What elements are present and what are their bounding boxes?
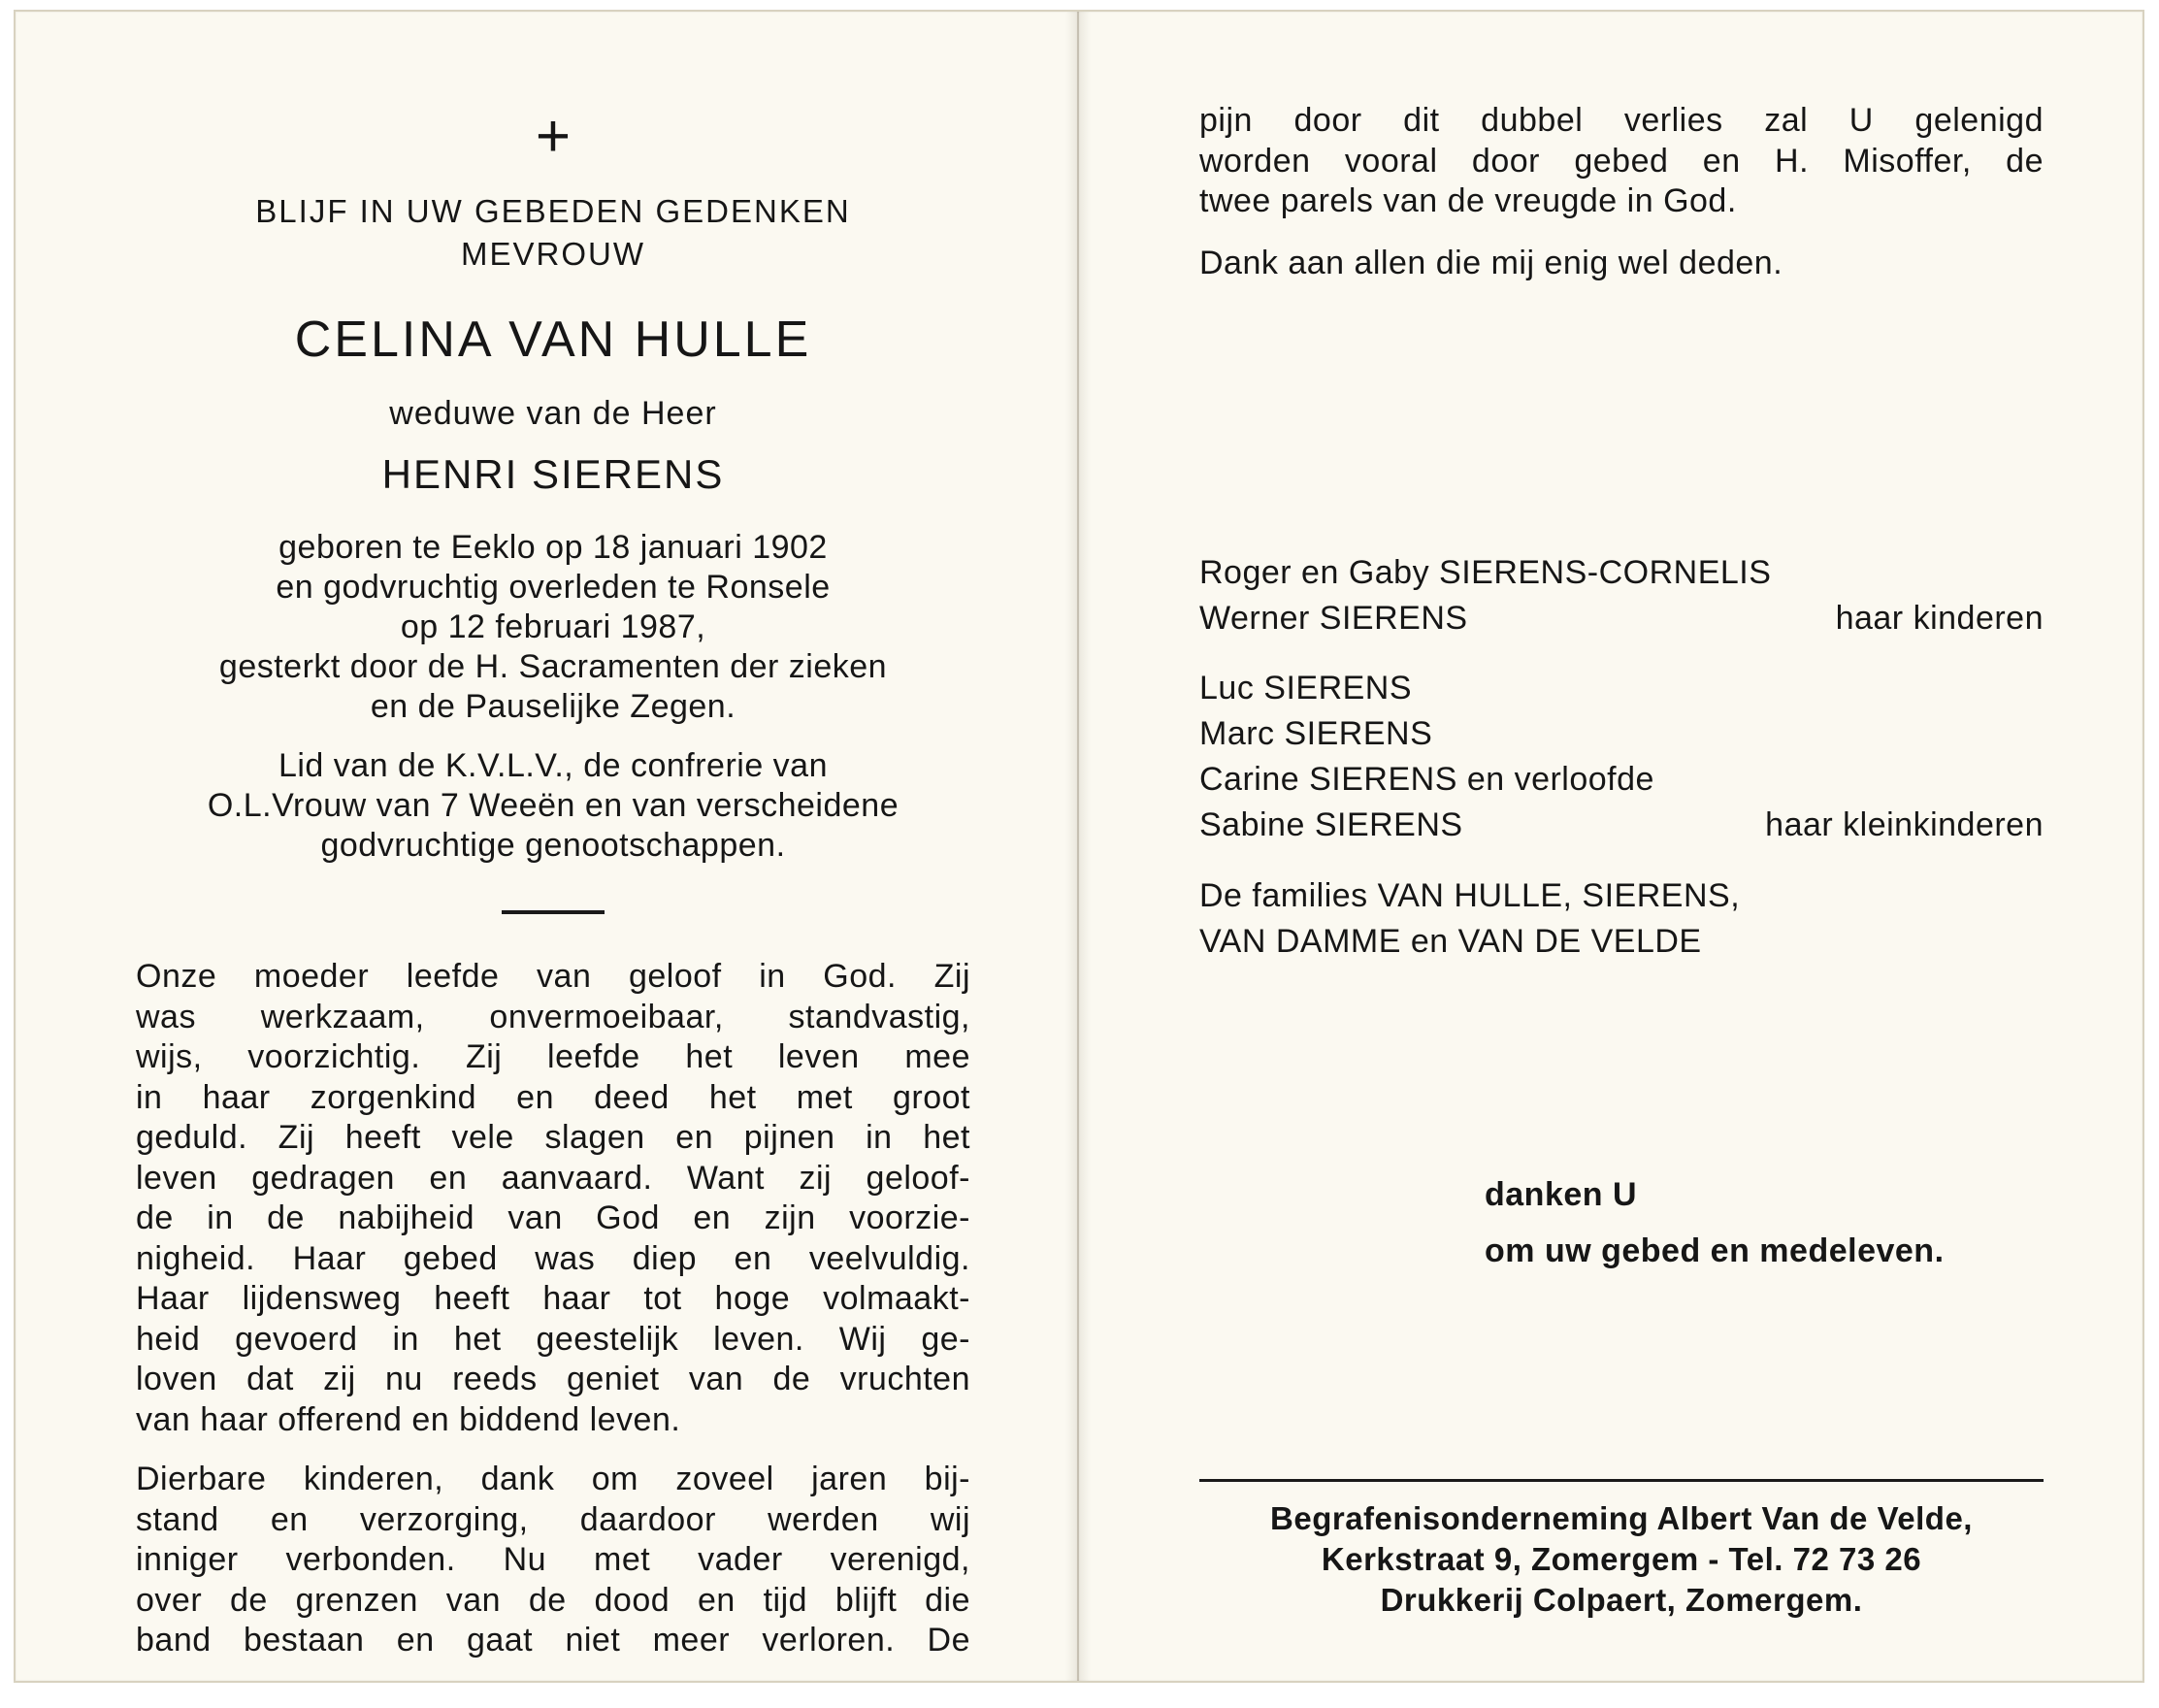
paragraph-line: twee parels van de vreugde in God. bbox=[1199, 182, 1737, 219]
family-row bbox=[1199, 803, 2044, 848]
cross-symbol: + bbox=[535, 103, 572, 170]
paragraph-line: de in de nabijheid van God en zijn voorzie- bbox=[136, 1199, 970, 1236]
grandchildren-block bbox=[1199, 666, 2044, 848]
widow-line: weduwe van de Heer bbox=[389, 395, 717, 432]
paragraph-line: pijn door dit dubbel verlies zal U gelenigd bbox=[1199, 102, 2044, 139]
family-name: Sabine SIERENS bbox=[1199, 806, 1463, 843]
right-panel bbox=[1199, 12, 2044, 1681]
membership-line: godvruchtige genootschappen. bbox=[320, 827, 786, 864]
tribute-paragraph-1 bbox=[136, 957, 970, 1440]
family-row bbox=[1199, 666, 2044, 711]
family-name: Marc SIERENS bbox=[1199, 715, 1433, 752]
family-name: Werner SIERENS bbox=[1199, 600, 1468, 637]
paragraph-line: wijs, voorzichtig. Zij leefde het leven mee bbox=[136, 1038, 970, 1075]
heading-line-1: BLIJF IN UW GEBEDEN GEDENKEN bbox=[255, 193, 851, 229]
footer-rule bbox=[1199, 1479, 2044, 1482]
relation-label: haar kleinkinderen bbox=[1765, 806, 2044, 843]
printer-line: Drukkerij Colpaert, Zomergem. bbox=[1380, 1582, 1863, 1618]
membership-line: O.L.Vrouw van 7 Weeën en van verscheidene bbox=[207, 787, 900, 824]
paragraph-line: Onze moeder leefde van geloof in God. Zij bbox=[136, 958, 970, 995]
family-row bbox=[1199, 596, 2044, 641]
paragraph-line: geduld. Zij heeft vele slagen en pijnen in het bbox=[136, 1119, 970, 1156]
family-row bbox=[1199, 757, 2044, 803]
families-block bbox=[1199, 873, 2044, 965]
dates-line: en de Pauselijke Zegen. bbox=[370, 688, 736, 725]
paragraph-line: nigheid. Haar gebed was diep en veelvuldig. bbox=[136, 1239, 970, 1277]
tribute-paragraph-2 bbox=[136, 1460, 970, 1661]
dates-line: geboren te Eeklo op 18 januari 1902 bbox=[278, 529, 828, 566]
left-panel bbox=[136, 12, 970, 1681]
dates-line: op 12 februari 1987, bbox=[400, 608, 706, 645]
paragraph-line: inniger verbonden. Nu met vader verenigd, bbox=[136, 1541, 970, 1578]
paragraph-line: heid gevoerd in het geestelijk leven. Wij ge- bbox=[136, 1320, 970, 1358]
family-name: Roger en Gaby SIERENS-CORNELIS bbox=[1199, 554, 1772, 591]
paragraph-line: was werkzaam, onvermoeibaar, standvastig, bbox=[136, 998, 970, 1035]
family-name: Carine SIERENS en verloofde bbox=[1199, 761, 1654, 798]
paragraph-line: loven dat zij nu reeds geniet van de vruchten bbox=[136, 1361, 970, 1397]
deceased-name: CELINA VAN HULLE bbox=[294, 312, 812, 368]
husband-name: HENRI SIERENS bbox=[381, 451, 725, 497]
thanks-line-1: danken U bbox=[1485, 1176, 1638, 1213]
memorial-card bbox=[14, 10, 2144, 1683]
paragraph-line: stand en verzorging, daardoor werden wij bbox=[136, 1500, 970, 1538]
paragraph-line: Dierbare kinderen, dank om zoveel jaren bij- bbox=[136, 1461, 970, 1497]
family-name: VAN DAMME en VAN DE VELDE bbox=[1199, 923, 1702, 960]
family-row bbox=[1199, 550, 2044, 596]
dates-line: gesterkt door de H. Sacramenten der zieken bbox=[218, 648, 888, 685]
thanks-line: Dank aan allen die mij enig wel deden. bbox=[1199, 244, 1783, 281]
paragraph-line: band bestaan en gaat niet meer verloren. De bbox=[136, 1622, 970, 1659]
printer-credits bbox=[1199, 1498, 2044, 1621]
dates-line: en godvruchtig overleden te Ronsele bbox=[276, 569, 831, 606]
paragraph-line: Haar lijdensweg heeft haar tot hoge volmaakt- bbox=[136, 1280, 970, 1317]
card-fold-crease bbox=[1077, 12, 1079, 1681]
heading-line-2: MEVROUW bbox=[461, 236, 645, 272]
relation-label: haar kinderen bbox=[1835, 600, 2044, 637]
membership-line: Lid van de K.V.L.V., de confrerie van bbox=[278, 747, 829, 784]
family-row bbox=[1199, 919, 2044, 965]
family-row bbox=[1199, 873, 2044, 919]
thanks-line-2: om uw gebed en medeleven. bbox=[1485, 1232, 1945, 1269]
family-name: Luc SIERENS bbox=[1199, 670, 1413, 706]
thanks-closing bbox=[1485, 1166, 1945, 1279]
paragraph-line: leven gedragen en aanvaard. Want zij geloof- bbox=[136, 1159, 970, 1197]
paragraph-line: over de grenzen van de dood en tijd blijft die bbox=[136, 1581, 970, 1619]
separator-rule bbox=[502, 910, 605, 914]
membership bbox=[136, 746, 970, 866]
paragraph-line: worden vooral door gebed en H. Misoffer, de bbox=[1199, 142, 2044, 180]
life-dates bbox=[136, 528, 970, 727]
family-row bbox=[1199, 711, 2044, 757]
paragraph-line: in haar zorgenkind en deed het met groot bbox=[136, 1078, 970, 1116]
family-name: De families VAN HULLE, SIERENS, bbox=[1199, 877, 1741, 914]
children-block bbox=[1199, 550, 2044, 641]
continuation-paragraph bbox=[1199, 101, 2044, 222]
paragraph-line: van haar offerend en biddend leven. bbox=[136, 1400, 681, 1438]
printer-line: Begrafenisonderneming Albert Van de Velde, bbox=[1270, 1500, 1973, 1536]
printer-line: Kerkstraat 9, Zomergem - Tel. 72 73 26 bbox=[1321, 1541, 1922, 1577]
